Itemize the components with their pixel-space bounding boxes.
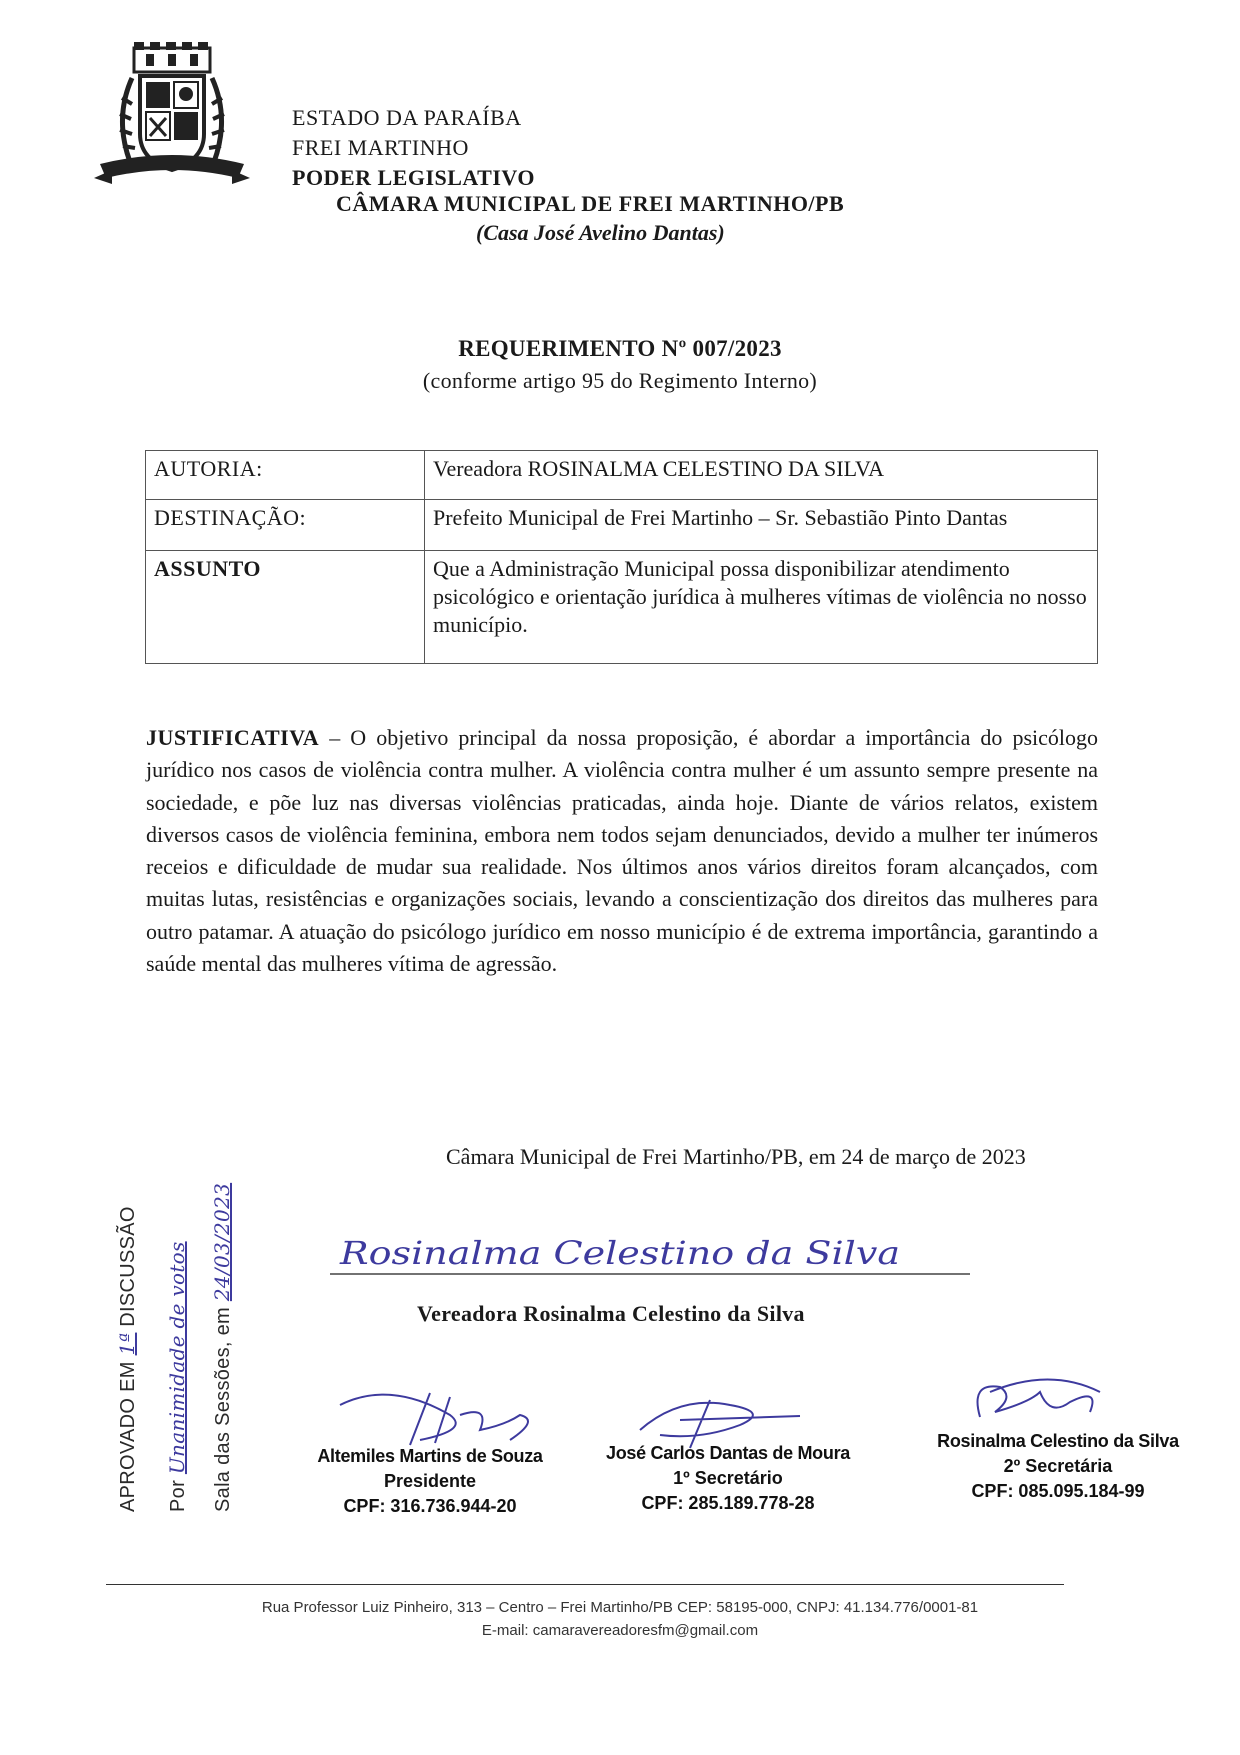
document-title: REQUERIMENTO Nº 007/2023	[458, 336, 782, 361]
board-member-cpf: CPF: 085.095.184-99	[971, 1481, 1145, 1501]
request-info-table	[145, 450, 1098, 664]
justification-lead: JUSTIFICATIVA	[146, 725, 320, 750]
signatory-name: Vereadora Rosinalma Celestino da Silva	[417, 1301, 805, 1326]
date-line: Câmara Municipal de Frei Martinho/PB, em 24 de março de 2023	[446, 1144, 1026, 1169]
board-member-cpf: CPF: 285.189.778-28	[641, 1493, 815, 1513]
header-state: ESTADO DA PARAÍBA	[292, 105, 522, 130]
board-member-role: 1º Secretário	[673, 1468, 783, 1488]
board-member-role: 2º Secretária	[1003, 1456, 1113, 1476]
destination-value: Prefeito Municipal de Frei Martinho – Sr. Sebastião Pinto Dantas	[425, 500, 1098, 551]
table-row	[146, 451, 1098, 500]
board-member-first-secretary	[598, 1441, 858, 1516]
stamp-approved-suffix: DISCUSSÃO	[117, 1206, 139, 1327]
stamp-session-line	[210, 1183, 235, 1512]
justification-paragraph	[146, 722, 1098, 980]
authorship-value: Vereadora ROSINALMA CELESTINO DA SILVA	[425, 451, 1098, 500]
footer-address: Rua Professor Luiz Pinheiro, 313 – Centro – Frei Martinho/PB CEP: 58195-000, CNPJ: 41.134.776/0001-81	[261, 1599, 979, 1616]
board-member-name: José Carlos Dantas de Moura	[606, 1443, 850, 1463]
header-city: FREI MARTINHO	[292, 135, 469, 160]
board-member-second-secretary	[928, 1429, 1188, 1504]
stamp-approved-value: 1ª	[115, 1332, 139, 1356]
table-row	[146, 500, 1098, 551]
table-row	[146, 551, 1098, 664]
stamp-approved-prefix: APROVADO EM	[117, 1361, 139, 1512]
board-member-name: Rosinalma Celestino da Silva	[937, 1431, 1179, 1451]
approval-stamp	[115, 1182, 365, 1512]
stamp-by-line	[165, 1241, 190, 1512]
header-house: (Casa José Avelino Dantas)	[476, 220, 725, 245]
subject-label: ASSUNTO	[146, 551, 425, 664]
header-power: PODER LEGISLATIVO	[292, 165, 535, 190]
municipal-coat-of-arms-icon	[92, 38, 252, 198]
footer-email: E-mail: camaravereadoresfm@gmail.com	[481, 1622, 759, 1639]
document-subtitle: (conforme artigo 95 do Regimento Interno)	[422, 368, 818, 393]
footer-divider	[106, 1584, 1064, 1585]
header-chamber: CÂMARA MUNICIPAL DE FREI MARTINHO/PB	[336, 191, 845, 216]
stamp-by-prefix: Por	[167, 1479, 189, 1512]
second-secretary-signature-scribble	[960, 1372, 1110, 1432]
stamp-session-prefix: Sala das Sessões, em	[212, 1307, 234, 1512]
justification-text: – O objetivo principal da nossa proposição, é abordar a importância do psicólogo jurídico nos casos de violência contra mulher. A violência contra mulher é um assunto sempre presente na sociedade, e põe luz nas diversas violências praticadas, ainda hoje. Diante de vários relatos, existem diversos casos de violência feminina, embora nem todos sejam denunciados, devido a mulher ter inúmeros receios e dificuldade de mudar sua realidade. Nos últimos anos vários direitos foram alcançados, com muitas lutas, resistências e organizações sociais, levando a conscientização dos direitos das mulheres para outro patamar. A atuação do psicólogo jurídico em nosso município é de extrema importância, garantindo a saúde mental das mulheres vítima de agressão.	[146, 725, 1098, 977]
signature-text: Rosinalma Celestino da Silva	[338, 1234, 900, 1272]
stamp-approved-line	[115, 1206, 140, 1512]
authorship-label: AUTORIA:	[146, 451, 425, 500]
handwritten-signature	[330, 1230, 980, 1285]
destination-label: DESTINAÇÃO:	[146, 500, 425, 551]
stamp-by-value: Unanimidade de votos	[165, 1241, 189, 1475]
subject-value: Que a Administração Municipal possa disponibilizar atendimento psicológico e orientação jurídica à mulheres vítimas de violência no nosso município.	[425, 551, 1098, 664]
board-member-name: Altemiles Martins de Souza	[317, 1446, 543, 1466]
stamp-session-value: 24/03/2023	[210, 1182, 234, 1302]
board-member-cpf: CPF: 316.736.944-20	[343, 1496, 517, 1516]
board-member-role: Presidente	[383, 1471, 477, 1491]
